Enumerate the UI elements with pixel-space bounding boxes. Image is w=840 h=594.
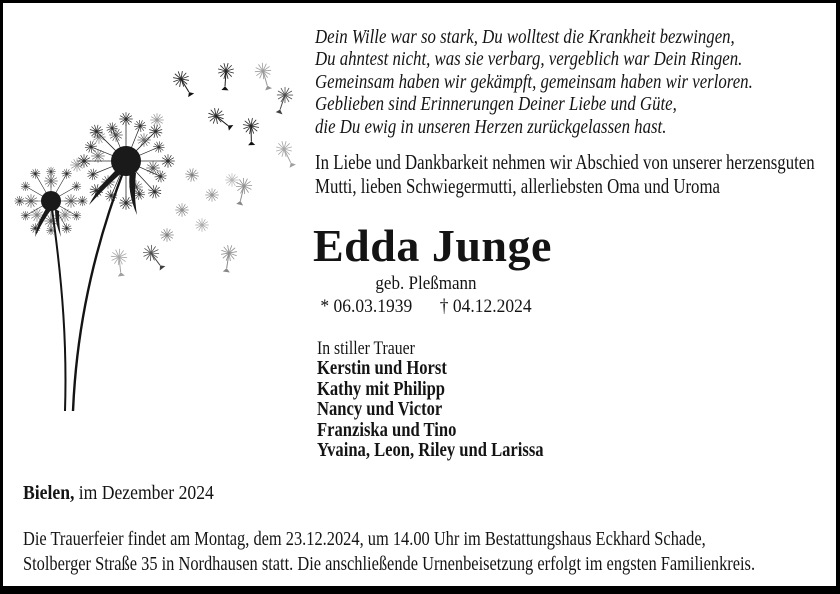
deceased-block: [313, 220, 552, 318]
life-dates: [322, 296, 530, 318]
poem-line: Geblieben sind Erinnerungen Deiner Liebe und Güte,: [315, 93, 677, 116]
poem-line: Dein Wille war so stark, Du wolltest die Krankheit bezwingen,: [315, 26, 735, 48]
date-text: im Dezember 2024: [78, 482, 214, 504]
farewell-line: In Liebe und Dankbarkeit nehmen wir Abschied von unserer herzensguten: [315, 150, 815, 174]
death-date: † 04.12.2024: [439, 296, 532, 317]
funeral-info: [23, 527, 755, 576]
maiden-name: geb. Pleßmann: [375, 274, 477, 294]
farewell-text: [315, 151, 815, 198]
memorial-poem: [315, 26, 753, 138]
poem-line: Du ahntest nicht, was sie verbarg, vergeblich war Dein Ringen.: [315, 48, 743, 71]
mourner-name: Franziska und Tino: [317, 419, 457, 441]
mourner-name: Kerstin und Horst: [317, 358, 447, 380]
mourner-name: Nancy und Victor: [317, 399, 443, 421]
mourner-name: Yvaina, Leon, Riley und Larissa: [317, 440, 544, 462]
birth-date: * 06.03.1939: [320, 296, 413, 317]
dandelion-illustration: [7, 25, 301, 419]
mourner-name: Kathy mit Philipp: [317, 378, 446, 400]
deceased-name: Edda Junge: [313, 220, 552, 271]
funeral-line: Die Trauerfeier findet am Montag, dem 23.12.2024, um 14.00 Uhr im Bestattungshaus Eckhard Schade,: [23, 528, 706, 550]
poem-line: die Du ewig in unseren Herzen zurückgelassen hast.: [315, 115, 667, 138]
poem-line: Gemeinsam haben wir gekämpft, gemeinsam haben wir verloren.: [315, 70, 753, 93]
mourners-list: [317, 339, 544, 461]
place-name: Bielen,: [23, 482, 75, 504]
place-date-line: [23, 482, 214, 505]
farewell-line: Mutti, lieben Schwiegermutti, allerliebsten Oma und Uroma: [315, 173, 720, 198]
funeral-line: Stolberger Straße 35 in Nordhausen statt. Die anschließende Urnenbeisetzung erfolgt im engsten Familienkreis.: [23, 552, 756, 575]
mourners-heading: In stiller Trauer: [317, 339, 415, 359]
